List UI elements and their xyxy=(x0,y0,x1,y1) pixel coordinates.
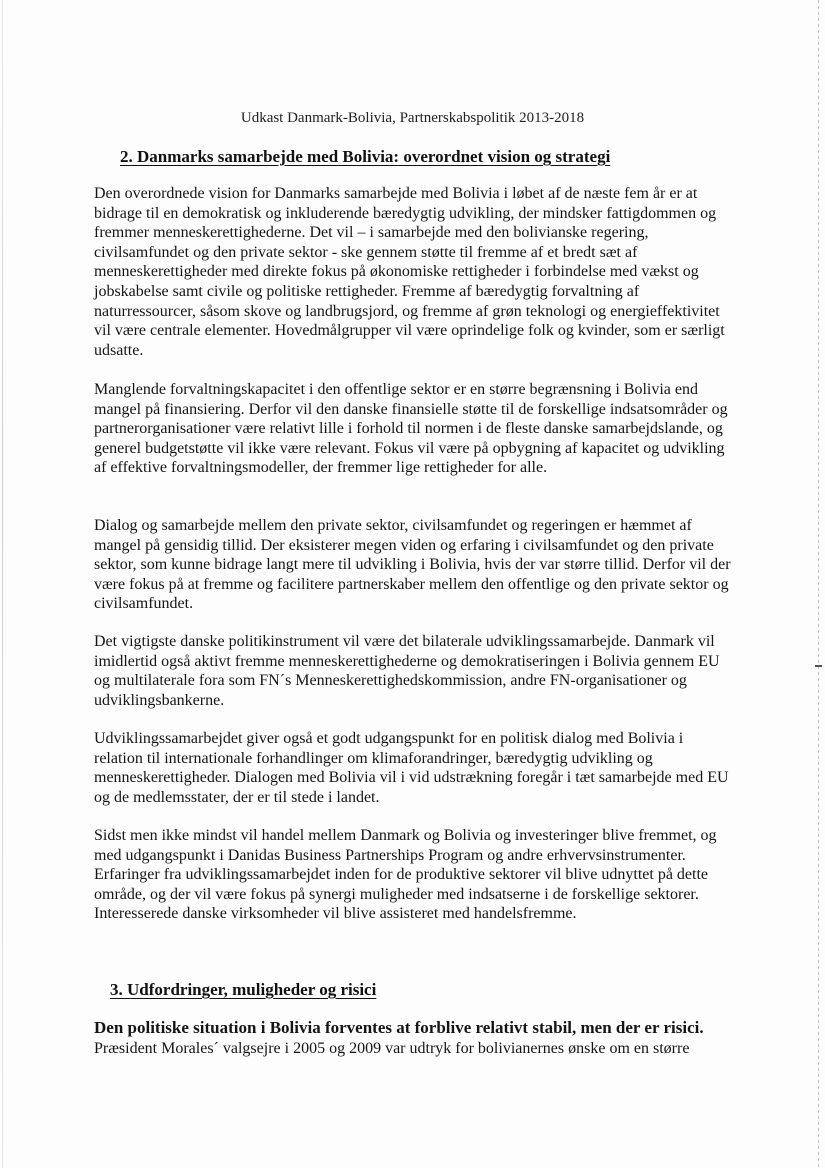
paragraph-vision: Den overordnede vision for Danmarks samarbejde med Bolivia i løbet af de næste fem år er at bidrage til en demokratisk og inkluderende bæredygtig udvikling, der mindsker fattigdommen og fremmer menneskerettighederne. Det vil – i samarbejde med den bolivianske regering, civilsamfundet og den private sektor - ske gennem støtte til fremme af et bredt sæt af menneskerettigheder med direkte fokus på økonomiske rettigheder i forbindelse med vækst og jobskabelse samt civile og politiske rettigheder. Fremme af bæredygtig forvaltning af naturressourcer, såsom skove og landbrugsjord, og fremme af grøn teknologi og energieffektivitet vil være centrale elementer. Hovedmålgrupper vil være oprindelige folk og kvinder, som er særligt udsatte. xyxy=(94,185,725,359)
running-header: Udkast Danmark-Bolivia, Partnerskabspolitik 2013-2018 xyxy=(240,110,585,126)
paragraph-political-situation xyxy=(94,1018,732,1058)
scan-edge-right xyxy=(818,0,819,1168)
bold-lead-sentence: Den politiske situation i Bolivia forventes at forblive relativt stabil, men der er risici. xyxy=(94,1018,704,1037)
section-2-heading: 2. Danmarks samarbejde med Bolivia: overordnet vision og strategi xyxy=(120,147,611,166)
paragraph-political-dialogue: Udviklingssamarbejdet giver også et godt udgangspunkt for en politisk dialog med Bolivia i relation til internationale forhandlinger om klimaforandringer, bæredygtig udvikling og menneskerettigheder. Dialogen med Bolivia vil i vid udstrækning foregår i tæt samarbejde med EU og de medlemsstater, der er til stede i landet. xyxy=(94,730,729,806)
paragraph-capacity: Manglende forvaltningskapacitet i den offentlige sektor er en større begrænsning i Bolivia end mangel på finansiering. Derfor vil den danske finansielle støtte til de forskellige indsatsområder og partnerorganisationer være relativt lille i forhold til normen i de fleste danske samarbejdslande, og generel budgetstøtte vil ikke være relevant. Fokus vil være på opbygning af kapacitet og udvikling af effektive forvaltningsmodeller, der fremmer lige rettigheder for alle. xyxy=(94,381,728,477)
paragraph-policy-instrument: Det vigtigste danske politikinstrument vil være det bilaterale udviklingssamarbejde. Danmark vil imidlertid også aktivt fremme menneskerettighederne og demokratiseringen i Bolivia gennem EU og multilaterale fora som FN´s Menneskerettighedskommission, andre FN-organisationer og udviklingsbankerne. xyxy=(94,633,720,709)
paragraph-trade: Sidst men ikke mindst vil handel mellem Danmark og Bolivia og investeringer blive fremmet, og med udgangspunkt i Danidas Business Partnerships Program og andre erhvervsinstrumenter. Erfaringer fra udviklingssamarbejdet inden for de produktive sektorer vil blive udnyttet på dette område, og der vil være fokus på synergi muligheder med indsatserne i de forskellige sektorer. Interesserede danske virksomheder vil blive assisteret med handelsfremme. xyxy=(94,827,717,923)
scan-margin-mark xyxy=(815,665,822,667)
scan-edge-left xyxy=(2,0,3,1168)
section-3-heading: 3. Udfordringer, muligheder og risici xyxy=(110,980,377,999)
lead-continuation: Præsident Morales´ valgsejre i 2005 og 2009 var udtryk for bolivianernes ønske om en større xyxy=(94,1039,690,1057)
paragraph-dialogue: Dialog og samarbejde mellem den private sektor, civilsamfundet og regeringen er hæmmet af mangel på gensidig tillid. Der eksisterer megen viden og erfaring i civilsamfundet og den private sektor, som kunne bidrage langt mere til udvikling i Bolivia, hvis der var større tillid. Derfor vil der være fokus på at fremme og facilitere partnerskaber mellem den offentlige og den private sektor og civilsamfundet. xyxy=(94,517,731,613)
